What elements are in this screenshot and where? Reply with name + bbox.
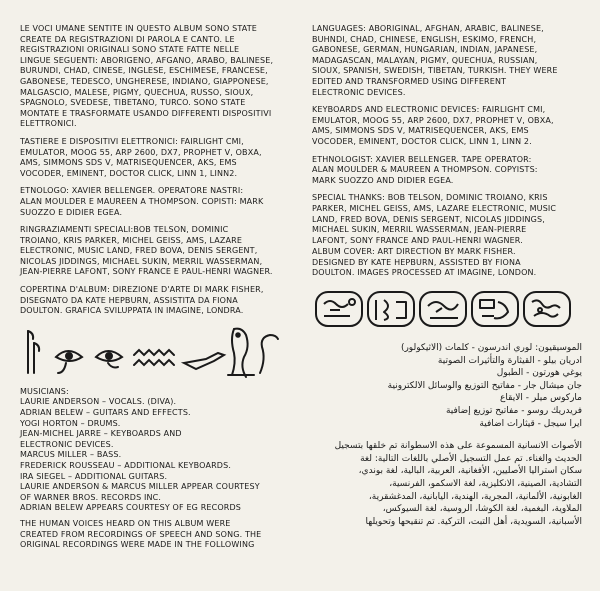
text-line: ALAN MOULDER & MAUREEN A THOMPSON. COPYISTS: xyxy=(312,165,538,175)
text-line: SPAGNOLO, SVEDESE, TIBETANO, TURCO. SONO STATE xyxy=(20,98,246,108)
text-line: KEYBOARDS AND ELECTRONIC DEVICES: FAIRLIGHT CMI, xyxy=(312,105,546,115)
snake-glyph-icon xyxy=(260,335,278,373)
text-line: LAURIE ANDERSON & MARCUS MILLER APPEAR COURTESY xyxy=(20,482,260,492)
glyph-tile-2-icon xyxy=(368,292,414,326)
text-line: PARKER, MICHEL GEISS, AMS, LAZARE ELECTRONIC, MUSIC xyxy=(312,203,557,213)
text-line: DOULTON. GRAFICA SVILUPPATA IN IMAGINE, LONDRA. xyxy=(20,306,244,316)
text-line: EMULATOR, MOOG 55, ARP 2600, DX7, PROPHET V, OBXA, xyxy=(312,115,554,125)
text-line: BUHNDI, CHAD, CHINESE, ENGLISH, ESKIMO, FRENCH, xyxy=(312,34,537,44)
glyph-tile-5-icon xyxy=(524,292,570,326)
arabic-text-line: ماركوس ميلر - الايقاع xyxy=(500,393,582,404)
text-line: SUOZZO E DIDIER EGEA. xyxy=(20,207,123,217)
text-line: ETNOLOGO: XAVIER BELLENGER. OPERATORE NASTRI: xyxy=(20,186,244,196)
arabic-text-line: الحديث والغناء. تم عمل التسجيل الأصلي باللغات التالية: لغة xyxy=(360,453,582,464)
text-line: ELETTRONICI. xyxy=(20,119,77,129)
english-cover-paragraph xyxy=(312,247,582,279)
text-line: ELECTRONIC DEVICES. xyxy=(20,439,114,449)
arabic-text-line: الأسبانية، السويدية، أهل التبت، التركية. تم تنقيحها وتحويلها xyxy=(365,516,582,527)
arabic-text-line: الموسيقيون: لوري اندرسون - كلمات (الاثيكولور) xyxy=(400,343,582,354)
text-line: NICOLAS JIDDINGS, MICHAEL SUKIN, MERRIL WASSERMAN, xyxy=(20,256,263,266)
eye-glyph-icon xyxy=(56,351,122,373)
english-ethnologist-paragraph xyxy=(312,155,582,187)
italian-thanks-paragraph xyxy=(20,225,296,278)
arabic-credits-block xyxy=(312,342,582,430)
text-line: DESIGNED BY KATE HEPBURN, ASSISTED BY FIONA xyxy=(312,257,521,267)
arabic-text-line: الغابونية، الألمانية، المجرية، الهندية، اليابانية، المدغشقرية، xyxy=(368,491,582,502)
text-line: VOCODER, EMINENT, DOCTOR CLICK, LINN 1, LINN 2. xyxy=(312,136,532,146)
english-thanks-paragraph xyxy=(312,193,582,246)
text-line: MARCUS MILLER – BASS. xyxy=(20,450,122,460)
glyph-tiles-image xyxy=(312,286,578,332)
text-line: LANGUAGES: ABORIGINAL, AFGHAN, ARABIC, BALINESE, xyxy=(312,24,544,33)
text-line: LAURIE ANDERSON – VOCALS. (DIVA). xyxy=(20,397,177,407)
text-line: MUSICIANS: xyxy=(20,386,69,396)
right-column xyxy=(312,24,582,528)
hand-glyph-icon xyxy=(184,353,224,369)
hieroglyph-row-image xyxy=(22,321,282,379)
text-line: ELECTRONIC, MUSIC LAND, FRED BOVA, DENIS SERGENT, xyxy=(20,246,258,256)
text-line: MALGASCIO, MALESE, PIGMY, QUECHUA, RUSSO, SIOUX, xyxy=(20,87,254,97)
arabic-text-line: يوغي هورتون - الطبول xyxy=(496,368,582,379)
text-line: GABONESE, TEDESCO, UNGHERESE, INDIANO, GIAPPONESE, xyxy=(20,76,269,86)
text-line: YOGI HORTON – DRUMS. xyxy=(20,418,121,428)
text-line: LE VOCI UMANE SENTITE IN QUESTO ALBUM SONO STATE xyxy=(20,24,257,33)
text-line: LAND, FRED BOVA, DENIS SERGENT, NICOLAS JIDDINGS, xyxy=(312,214,545,224)
text-line: TASTIERE E DISPOSITIVI ELETTRONICI: FAIRLIGHT CMI, xyxy=(20,136,244,146)
text-line: RINGRAZIAMENTI SPECIALI:BOB TELSON, DOMINIC xyxy=(20,225,229,235)
arabic-text-line: سكان استراليا الأصليين، الأفغانية، العربية، البالية، لغة بوندي، xyxy=(358,466,582,477)
text-line: VOCODER, EMINENT, DOCTOR CLICK, LINN 1, LINN2. xyxy=(20,168,238,178)
musicians-paragraph xyxy=(20,387,296,514)
english-keyboards-paragraph xyxy=(312,105,582,147)
italian-intro-paragraph xyxy=(20,24,296,130)
text-line: ADRIAN BELEW APPEARS COURTESY OF EG RECORDS xyxy=(20,503,242,513)
text-line: THE HUMAN VOICES HEARD ON THIS ALBUM WERE xyxy=(20,518,231,528)
text-line: ALAN MOULDER E MAUREEN A THOMPSON. COPISTI: MARK xyxy=(20,196,264,206)
text-line: SIOUX, SPANISH, SWEDISH, TIBETAN, TURKISH. THEY WERE xyxy=(312,66,558,76)
owl-glyph-icon xyxy=(228,328,254,376)
text-line: EDITED AND TRANSFORMED USING DIFFERENT xyxy=(312,76,507,86)
arabic-text-line: التشادية، الصينية، الانكليزية، لغة الاسكمو، الفرنسية، xyxy=(389,479,582,489)
english-languages-paragraph xyxy=(312,24,582,98)
glyph-tile-4-icon xyxy=(472,292,518,326)
water-glyph-icon xyxy=(134,350,174,365)
text-line: DOULTON. IMAGES PROCESSED AT IMAGINE, LONDON. xyxy=(312,268,537,278)
arabic-text-line: ادريان بيلو - القيثارة والتأثيرات الصوتية xyxy=(437,355,582,366)
italian-cover-paragraph xyxy=(20,285,296,317)
text-line: AMS, SIMMONS SDS V, MATRISEQUENCER, AKS, EMS xyxy=(312,126,529,136)
arabic-text-line: الأصوات الانسانية المسموعة على هذه الاسطوانة تم خلقها بتسجيل xyxy=(334,441,582,452)
text-line: IRA SIEGEL – ADDITIONAL GUITARS. xyxy=(20,471,168,481)
text-line: ORIGINAL RECORDINGS WERE MADE IN THE FOLLOWING xyxy=(20,540,255,550)
text-line: ADRIAN BELEW – GUITARS AND EFFECTS. xyxy=(20,408,191,418)
text-line: BURUNDI, CHAD, CINESE, INGLESE, ESCHIMESE, FRANCESE, xyxy=(20,66,268,76)
text-line: CREATE DA REGISTRAZIONI DI PAROLA E CANTO. LE xyxy=(20,34,235,44)
text-line: JEAN-PIERRE LAFONT, SONY FRANCE E PAUL-HENRI WAGNER. xyxy=(20,267,273,277)
text-line: OF WARNER BROS. RECORDS INC. xyxy=(20,492,162,502)
text-line: ALBUM COVER: ART DIRECTION BY MARK FISHER. xyxy=(312,247,516,257)
arabic-text-line: ايرا سيجل - قيثارات اضافية xyxy=(479,418,582,429)
text-line: COPERTINA D'ALBUM: DIREZIONE D'ARTE DI MARK FISHER, xyxy=(20,285,264,295)
text-line: MADAGASCAN, MALAYAN, PIGMY, QUECHUA, RUSSIAN, xyxy=(312,55,538,65)
text-line: LINGUE SEGUENTI: ABORIGENO, AFGANO, ARABO, BALINESE, xyxy=(20,55,274,65)
italian-ethnologist-paragraph xyxy=(20,186,296,218)
text-line: ELECTRONIC DEVICES. xyxy=(312,87,406,97)
english-intro-paragraph xyxy=(20,519,296,551)
text-line: AMS, SIMMONS SDS V, MATRISEQUENCER, AKS, EMS xyxy=(20,158,237,168)
text-line: ETHNOLOGIST: XAVIER BELLENGER. TAPE OPERATOR: xyxy=(312,154,532,164)
text-line: DISEGNATO DA KATE HEPBURN, ASSISTITA DA FIONA xyxy=(20,295,238,305)
arabic-text-line: فريدريك روسو - مفاتيح توزيع إضافية xyxy=(445,406,582,417)
text-line: LAFONT, SONY FRANCE AND PAUL-HENRI WAGNER. xyxy=(312,235,523,245)
glyph-tile-1-icon xyxy=(316,292,362,326)
text-line: MONTATE E TRASFORMATE USANDO DIFFERENTI DISPOSITIVI xyxy=(20,108,272,118)
text-line: SPECIAL THANKS: BOB TELSON, DOMINIC TROIANO, KRIS xyxy=(312,193,548,203)
text-line: EMULATOR, MOOG 55, ARP 2600, DX7, PROPHET V, OBXA, xyxy=(20,147,262,157)
glyph-tile-3-icon xyxy=(420,292,466,326)
left-column xyxy=(20,24,296,558)
reed-glyph-icon xyxy=(28,331,39,373)
text-line: REGISTRAZIONI ORIGINALI SONO STATE FATTE NELLE xyxy=(20,45,240,55)
italian-keyboards-paragraph xyxy=(20,137,296,179)
text-line: GABONESE, GERMAN, HUNGARIAN, INDIAN, JAPANESE, xyxy=(312,45,538,55)
arabic-text-line: جان ميشال جار - مفاتيح التوزيع والوسائل الالكترونية xyxy=(387,380,582,391)
text-line: MICHAEL SUKIN, MERRIL WASSERMAN, JEAN-PIERRE xyxy=(312,225,527,235)
text-line: FREDERICK ROUSSEAU – ADDITIONAL KEYBOARDS. xyxy=(20,461,232,470)
text-line: MARK SUOZZO AND DIDIER EGEA. xyxy=(312,175,454,185)
arabic-intro-block xyxy=(312,440,582,528)
text-line: TROIANO, KRIS PARKER, MICHEL GEISS, AMS, LAZARE xyxy=(20,235,243,245)
text-line: JEAN-MICHEL JARRE – KEYBOARDS AND xyxy=(20,429,182,439)
arabic-text-line: الملاوية، البغمية، لغة الكوشا، الروسية، لغة السيوكس، xyxy=(382,504,582,515)
text-line: CREATED FROM RECORDINGS OF SPEECH AND SONG. THE xyxy=(20,529,262,539)
